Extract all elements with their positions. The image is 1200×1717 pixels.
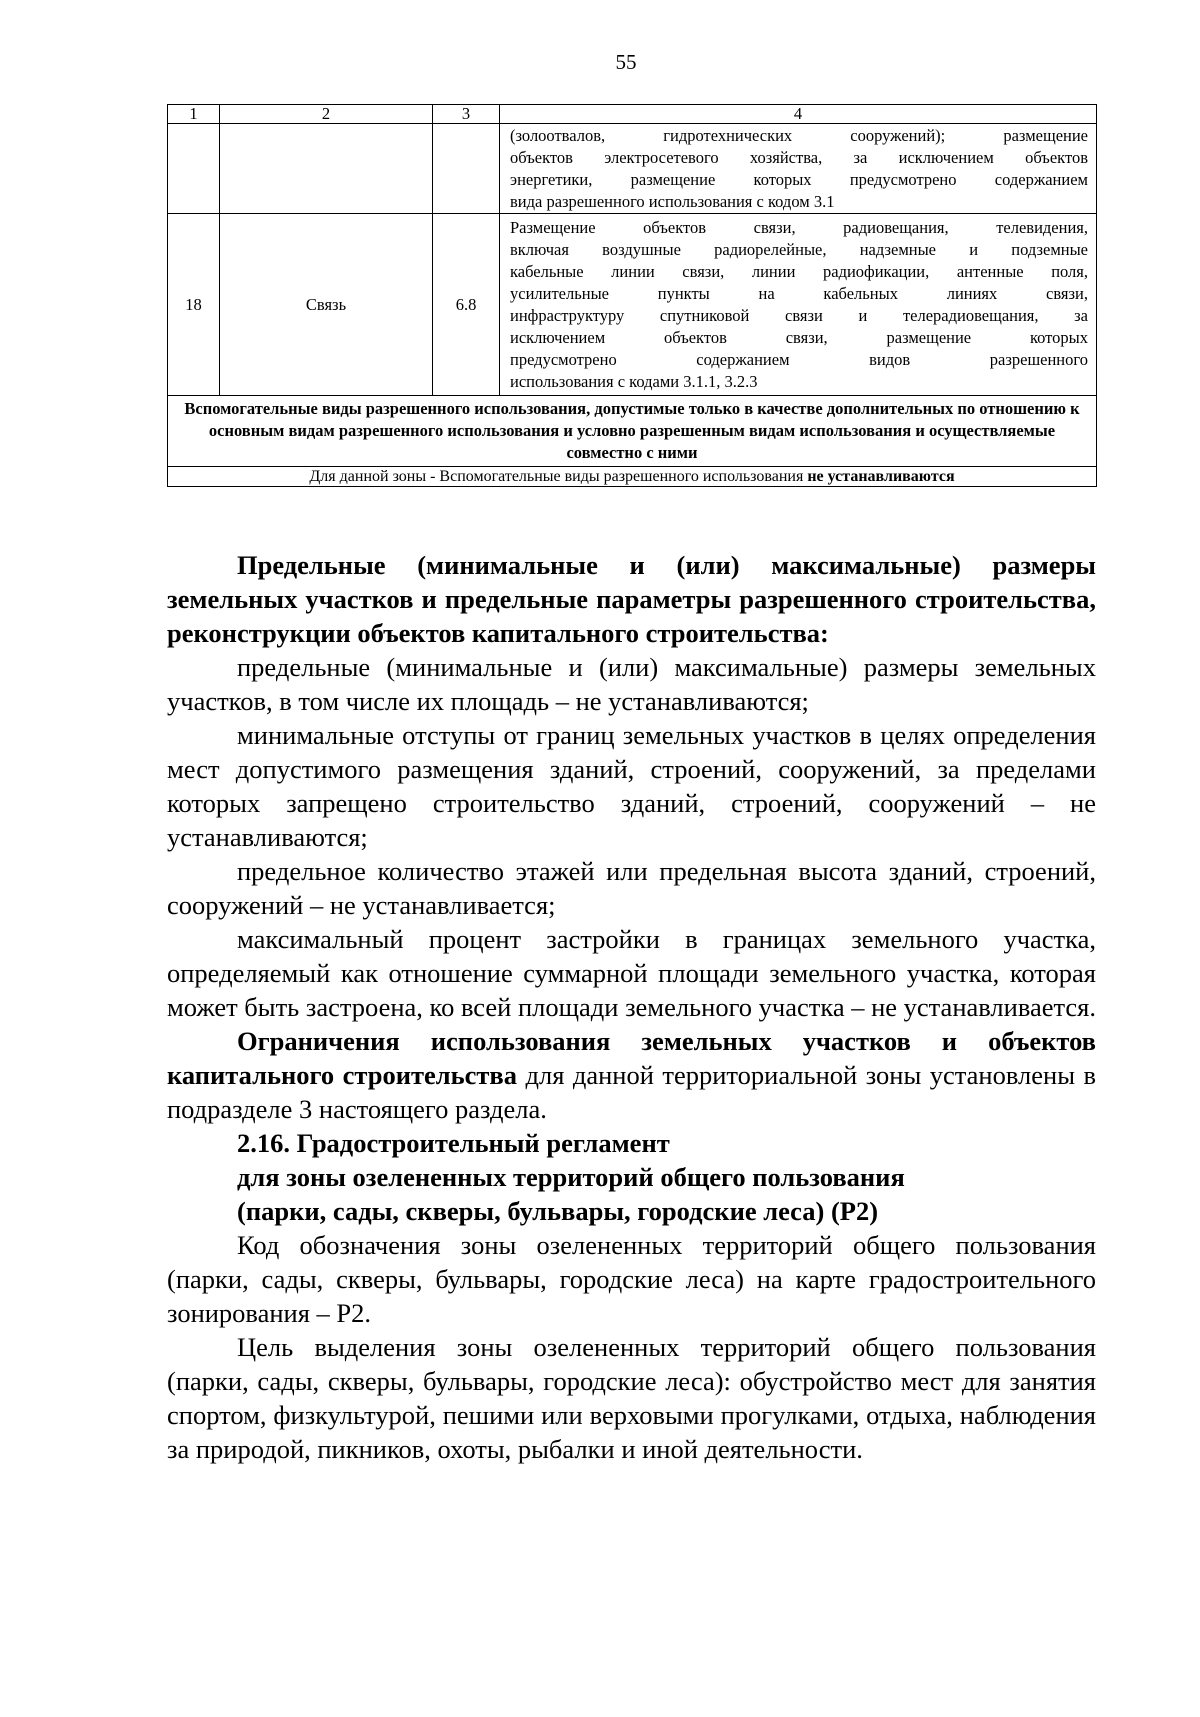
description-line: включая воздушные радиорелейные, надземные и подземные (510, 240, 1088, 259)
limits-paragraph-2: минимальные отступы от границ земельных участков в целях определения мест допустимого размещения зданий, строений, сооружений, за пределами которых запрещено строительство зданий, строений, сооружений – не устанавливаются; (167, 720, 1096, 852)
restrictions-paragraph (167, 1024, 1096, 1126)
col-header-1: 1 (168, 105, 220, 124)
description-line: инфраструктуру спутниковой связи и телерадиовещания, за (510, 306, 1088, 325)
aux-uses-heading: Вспомогательные виды разрешенного использования, допустимые только в качестве дополнительных по отношению к основным видам разрешенного использования и условно разрешенным видам использования и осуществляемые совместно с ними (168, 396, 1097, 467)
aux-note-row (168, 467, 1097, 487)
description-line: предусмотрено содержанием видов разрешенного (510, 350, 1088, 369)
description-line: усилительные пункты на кабельных линиях связи, (510, 284, 1088, 303)
section-paragraph-2: Цель выделения зоны озелененных территорий общего пользования (парки, сады, скверы, бульвары, городские леса): обустройство мест для занятия спортом, физкультурой, пешими или верховыми прогулками, отдыха, наблюдения за природой, пикников, охоты, рыбалки и иной деятельности. (167, 1332, 1096, 1464)
aux-note-bold: не устанавливаются (807, 468, 955, 485)
description-cell (500, 214, 1097, 396)
limits-paragraph-1: предельные (минимальные и (или) максимальные) размеры земельных участков, в том числе их площадь – не устанавливаются; (167, 652, 1096, 716)
empty-cell (433, 124, 500, 214)
aux-heading-row (168, 396, 1097, 467)
table-row-18 (168, 214, 1097, 396)
limits-heading: Предельные (минимальные и (или) максимальные) размеры земельных участков и предельные параметры разрешенного строительства, реконструкции объектов капитального строительства: (167, 550, 1096, 648)
description-cell (500, 124, 1097, 214)
table-header-row (168, 105, 1097, 124)
section-title-line-1: 2.16. Градостроительный регламент (237, 1128, 670, 1158)
col-header-2: 2 (220, 105, 433, 124)
row-number: 18 (168, 214, 220, 396)
aux-uses-note (168, 467, 1097, 487)
page-number: 55 (615, 50, 637, 74)
limits-paragraph-3: предельное количество этажей или предельная высота зданий, строений, сооружений – не устанавливается; (167, 856, 1096, 920)
use-code: 6.8 (433, 214, 500, 396)
section-title-line-2: для зоны озелененных территорий общего пользования (237, 1162, 905, 1192)
description-line: использования с кодами 3.1.1, 3.2.3 (510, 372, 758, 391)
description-line: кабельные линии связи, линии радиофикации, антенные поля, (510, 262, 1088, 281)
limits-paragraph-4: максимальный процент застройки в границах земельного участка, определяемый как отношение суммарной площади земельного участка, которая может быть застроена, ко всей площади земельного участка – не устанавливается. (167, 924, 1097, 1022)
col-header-3: 3 (433, 105, 500, 124)
empty-cell (220, 124, 433, 214)
main-text (167, 548, 1096, 1466)
description-line: исключением объектов связи, размещение которых (510, 328, 1088, 347)
permitted-use-table (167, 104, 1097, 487)
empty-cell (168, 124, 220, 214)
section-title (167, 1126, 1096, 1228)
description-line: Размещение объектов связи, радиовещания, телевидения, (510, 218, 1088, 237)
description-line: энергетики, размещение которых предусмотрено содержанием (510, 170, 1088, 189)
description-line: объектов электросетевого хозяйства, за исключением объектов (510, 148, 1088, 167)
restrictions-bold: Ограничения использования земельных участков и объектов капитального строительства (167, 1026, 1096, 1090)
restrictions-text: для данной территориальной зоны установлены в подразделе 3 настоящего раздела. (167, 1060, 1096, 1124)
aux-note-text: Для данной зоны - Вспомогательные виды разрешенного использования (309, 468, 808, 485)
description-line: вида разрешенного использования с кодом 3.1 (510, 192, 835, 211)
description-line: (золоотвалов, гидротехнических сооружений); размещение (510, 126, 1088, 145)
use-name: Связь (220, 214, 433, 396)
section-paragraph-1: Код обозначения зоны озелененных территорий общего пользования (парки, сады, скверы, бульвары, городские леса) на карте градостроительного зонирования – Р2. (167, 1230, 1096, 1328)
table-row-continuation (168, 124, 1097, 214)
col-header-4: 4 (500, 105, 1097, 124)
section-title-line-3: (парки, сады, скверы, бульвары, городские леса) (Р2) (237, 1196, 879, 1226)
